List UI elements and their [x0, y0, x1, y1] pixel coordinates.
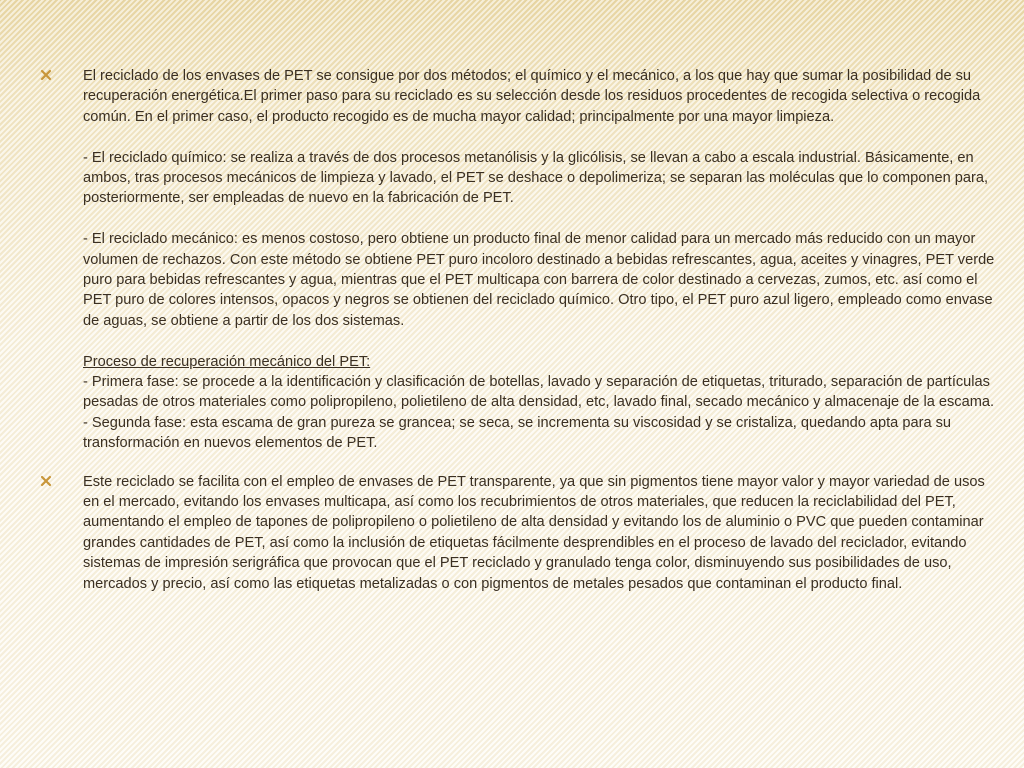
intro-text-start: El reciclado de los envases de PET se consigue por dos métodos; el	[83, 68, 531, 84]
reciclado-mecanico-paragraph: - El reciclado mecánico: es menos costoso, pero obtiene un producto final de menor calidad para un mercado más reducido con un mayor volumen de rechazos. Con este método se obtiene PET puro incoloro destinado a bebidas refrescantes, agua, aceites y vinagres, PET verde puro para bebidas refrescantes y agua, mientras que el PET multicapa con barrera de color destinado a cervezas, zumos, etc. así como el PET puro de colores intensos, opacos y negros se obtienen del reciclado químico. Otro tipo, el PET puro azul ligero, empleado como envase de aguas, se obtiene a partir de los dos sistemas.	[83, 231, 995, 329]
intro-paragraph	[83, 66, 1002, 127]
mecanico-term: mecánico	[612, 68, 675, 84]
segunda-fase-paragraph: - Segunda fase: esta escama de gran pureza se grancea; se seca, se incrementa su viscosidad y se cristaliza, quedando apta para su transformación en nuevos elementos de PET.	[83, 414, 952, 452]
reciclado-quimico-paragraph: - El reciclado químico: se realiza a través de dos procesos metanólisis y la glicólisis, se llevan a cabo a escala industrial. Básicamente, en ambos, tras procesos mecánicos de limpieza y lavado, el PET se deshace o depolimeriza; se separan las moléculas que lo componen para, posteriormente, ser empleadas de nuevo en la fabricación de PET.	[83, 149, 989, 207]
slide-content	[40, 66, 1002, 594]
intro-text-between: y el	[581, 68, 613, 84]
paragraph-gap	[83, 331, 1002, 351]
x-mark-bullet-icon	[40, 69, 52, 81]
paragraph-gap	[83, 209, 1002, 229]
bullet-item-metodos	[40, 66, 1002, 454]
primera-fase-paragraph: - Primera fase: se procede a la identificación y clasificación de botellas, lavado y separación de etiquetas, triturado, separación de partículas pesadas de otros materiales como polipropileno, polietileno de alta densidad, etc, lavado final, secado mecánico y almacenaje de la escama.	[83, 374, 995, 411]
paragraph-gap	[83, 127, 1002, 147]
proceso-heading: Proceso de recuperación mecánico del PET:	[83, 353, 371, 370]
envases-transparentes-paragraph: Este reciclado se facilita con el empleo de envases de PET transparente, ya que sin pigmentos tiene mayor valor y mayor variedad de usos en el mercado, evitando los envases multicapa, así como los recubrimientos de otros materiales, que reducen la reciclabilidad del PET, aumentando el empleo de tapones de polipropileno o polietileno de alta densidad y evitando los de aluminio o PVC que pueden contaminar grandes cantidades de PET, así como la inclusión de etiquetas fácilmente desprendibles en el proceso de lavado del reciclador, evitando sistemas de impresión serigráfica que provocan que el PET reciclado y granulado tenga color, disminuyendo sus posibilidades de uso, mercados y precio, así como las etiquetas metalizadas o con pigmentos de metales pesados que contaminan el producto final.	[83, 473, 985, 592]
bullet-item-envases	[40, 472, 1002, 594]
quimico-term: químico	[530, 68, 582, 84]
x-mark-bullet-icon	[40, 475, 52, 487]
intro-text-end: , a los que hay que sumar la posibilidad de su recuperación energética.El primer paso para su reciclado es su selección desde los residuos procedentes de recogida selectiva o recogida común. En el primer caso, el producto recogido es de mucha mayor calidad; principalmente por una mayor limpieza.	[83, 68, 981, 125]
